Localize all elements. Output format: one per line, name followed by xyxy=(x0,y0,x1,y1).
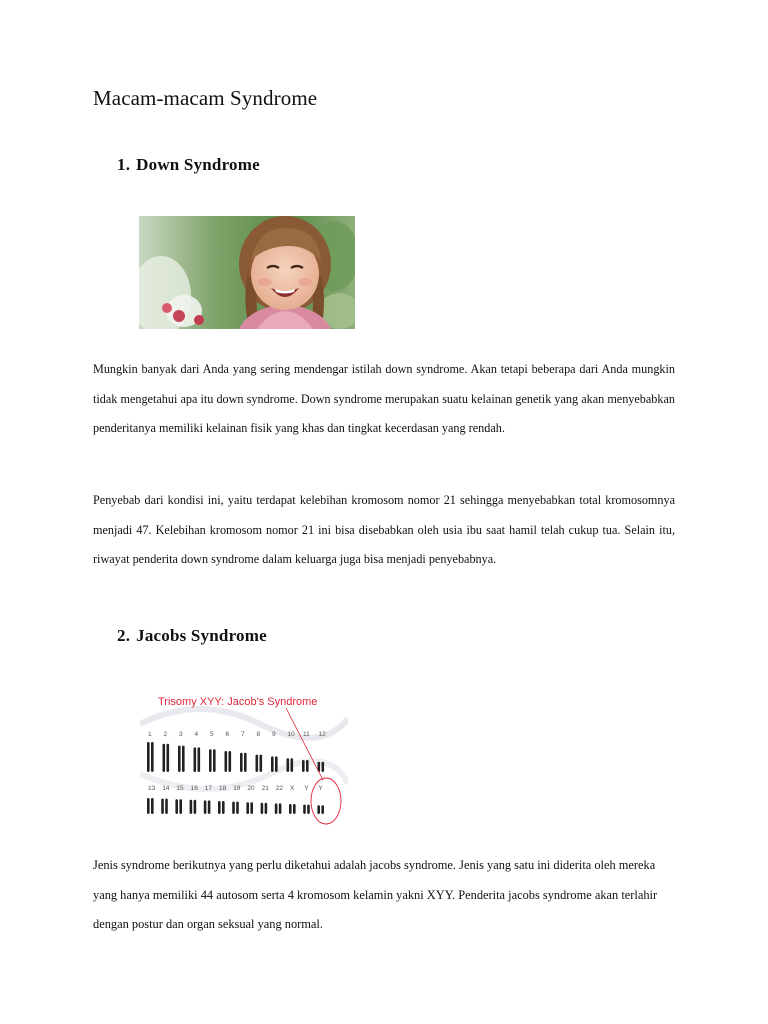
chromosome xyxy=(175,799,178,814)
section-number: 1. xyxy=(117,155,131,174)
section-number: 2. xyxy=(117,626,131,645)
chromosome-number: 9 xyxy=(272,731,276,738)
chromosome-number: X xyxy=(290,785,295,792)
paragraph: Jenis syndrome berikutnya yang perlu diketahui adalah jacobs syndrome. Jenis yang satu ini diderita oleh mereka yang hanya memiliki 44 autosom serta 4 kromosom kelamin yakni XYY. Penderita jacobs syndrome akan terlahir dengan postur dan organ seksual yang normal. xyxy=(93,858,658,931)
chromosome xyxy=(321,805,324,814)
chromosome xyxy=(291,758,294,772)
chromosome-number: Y xyxy=(318,785,323,792)
chromosome xyxy=(163,744,166,772)
chromosome-number: 13 xyxy=(148,785,156,792)
chromosome-number: 19 xyxy=(233,785,241,792)
chromosome xyxy=(307,805,310,814)
chromosome xyxy=(225,751,228,772)
down-syndrome-photo xyxy=(139,216,355,329)
chromosome xyxy=(302,760,305,772)
chromosome-number: 18 xyxy=(219,785,227,792)
chromosome xyxy=(293,804,296,814)
chromosome xyxy=(244,753,247,772)
chromosome xyxy=(198,747,201,772)
chromosome-number: 8 xyxy=(256,731,261,738)
chromosome xyxy=(279,803,282,814)
chromosome xyxy=(317,805,320,814)
chromosome-number: Y xyxy=(304,785,309,792)
chromosome xyxy=(209,749,212,772)
chromosome-number: 17 xyxy=(204,785,213,792)
chromosome xyxy=(261,803,264,814)
chromosome xyxy=(275,756,278,772)
chromosome xyxy=(265,803,268,814)
chromosome xyxy=(240,753,243,772)
chromosome xyxy=(182,746,185,772)
chromosome xyxy=(213,749,216,772)
chromosome-number: 15 xyxy=(176,785,184,792)
chromosome xyxy=(271,756,274,772)
section-title: Down Syndrome xyxy=(136,155,260,174)
chromosome-number: 22 xyxy=(275,785,284,792)
chromosome-number: 7 xyxy=(241,731,245,738)
chromosome xyxy=(151,742,154,772)
chromosome xyxy=(194,800,197,814)
karyotype-image xyxy=(140,684,348,826)
paragraph: Mungkin banyak dari Anda yang sering mendengar istilah down syndrome. Akan tetapi beberapa dari Anda mungkin tidak mengetahui apa itu down syndrome. Down syndrome merupakan suatu kelainan genetik yang akan menyebabkan penderitanya memiliki kelainan fisik yang khas dan tingkat kecerdasan yang rendah. xyxy=(93,362,675,435)
chromosome xyxy=(151,798,154,814)
chromosome-number: 21 xyxy=(261,785,269,792)
chromosome xyxy=(306,760,309,772)
chromosome-number: 14 xyxy=(162,785,170,792)
section-heading-jacobs-syndrome xyxy=(117,626,267,646)
chromosome-number: 20 xyxy=(247,785,255,792)
chromosome xyxy=(246,802,249,814)
section-title: Jacobs Syndrome xyxy=(136,626,267,645)
chromosome xyxy=(287,758,290,772)
chromosome xyxy=(229,751,232,772)
chromosome xyxy=(161,799,164,814)
chromosome-number: 16 xyxy=(190,785,198,792)
paragraph: Penyebab dari kondisi ini, yaitu terdapat kelebihan kromosom nomor 21 sehingga menyebabkan total kromosomnya menjadi 47. Kelebihan kromosom nomor 21 ini bisa disebabkan oleh usia ibu saat hamil telah cukup tua. Selain itu, riwayat penderita down syndrome dalam keluarga juga bisa menjadi penyebabnya. xyxy=(93,493,675,566)
chromosome xyxy=(303,805,306,814)
chromosome-number: 5 xyxy=(210,731,214,738)
chromosome-number: 10 xyxy=(287,731,295,738)
chromosome xyxy=(289,804,292,814)
chromosome xyxy=(179,799,182,814)
chromosome xyxy=(165,799,168,814)
chromosome xyxy=(236,802,239,814)
chromosome xyxy=(275,803,278,814)
chromosome xyxy=(232,802,235,814)
section-heading-down-syndrome xyxy=(117,155,260,175)
chromosome-number: 6 xyxy=(225,731,230,738)
chromosome-number: 2 xyxy=(163,731,168,738)
chromosome-number: 12 xyxy=(318,731,326,738)
chromosome xyxy=(167,744,170,772)
chromosome-number: 3 xyxy=(179,731,183,738)
chromosome xyxy=(322,762,325,772)
chromosome-number: 4 xyxy=(194,731,199,738)
chromosome xyxy=(222,801,225,814)
chromosome xyxy=(250,802,253,814)
chromosome xyxy=(208,800,211,814)
chromosome xyxy=(204,800,207,814)
chromosome-number: 11 xyxy=(303,731,310,738)
chromosome-number: 1 xyxy=(148,731,152,738)
chromosome xyxy=(218,801,221,814)
chromosome xyxy=(260,755,263,772)
chromosome xyxy=(190,800,193,814)
chromosome xyxy=(147,798,150,814)
chromosome xyxy=(256,755,259,772)
karyotype-title: Trisomy XYY: Jacob's Syndrome xyxy=(158,696,318,708)
page-title: Macam-macam Syndrome xyxy=(93,86,318,110)
chromosome xyxy=(194,747,197,772)
chromosome xyxy=(178,746,181,772)
chromosome xyxy=(147,742,150,772)
